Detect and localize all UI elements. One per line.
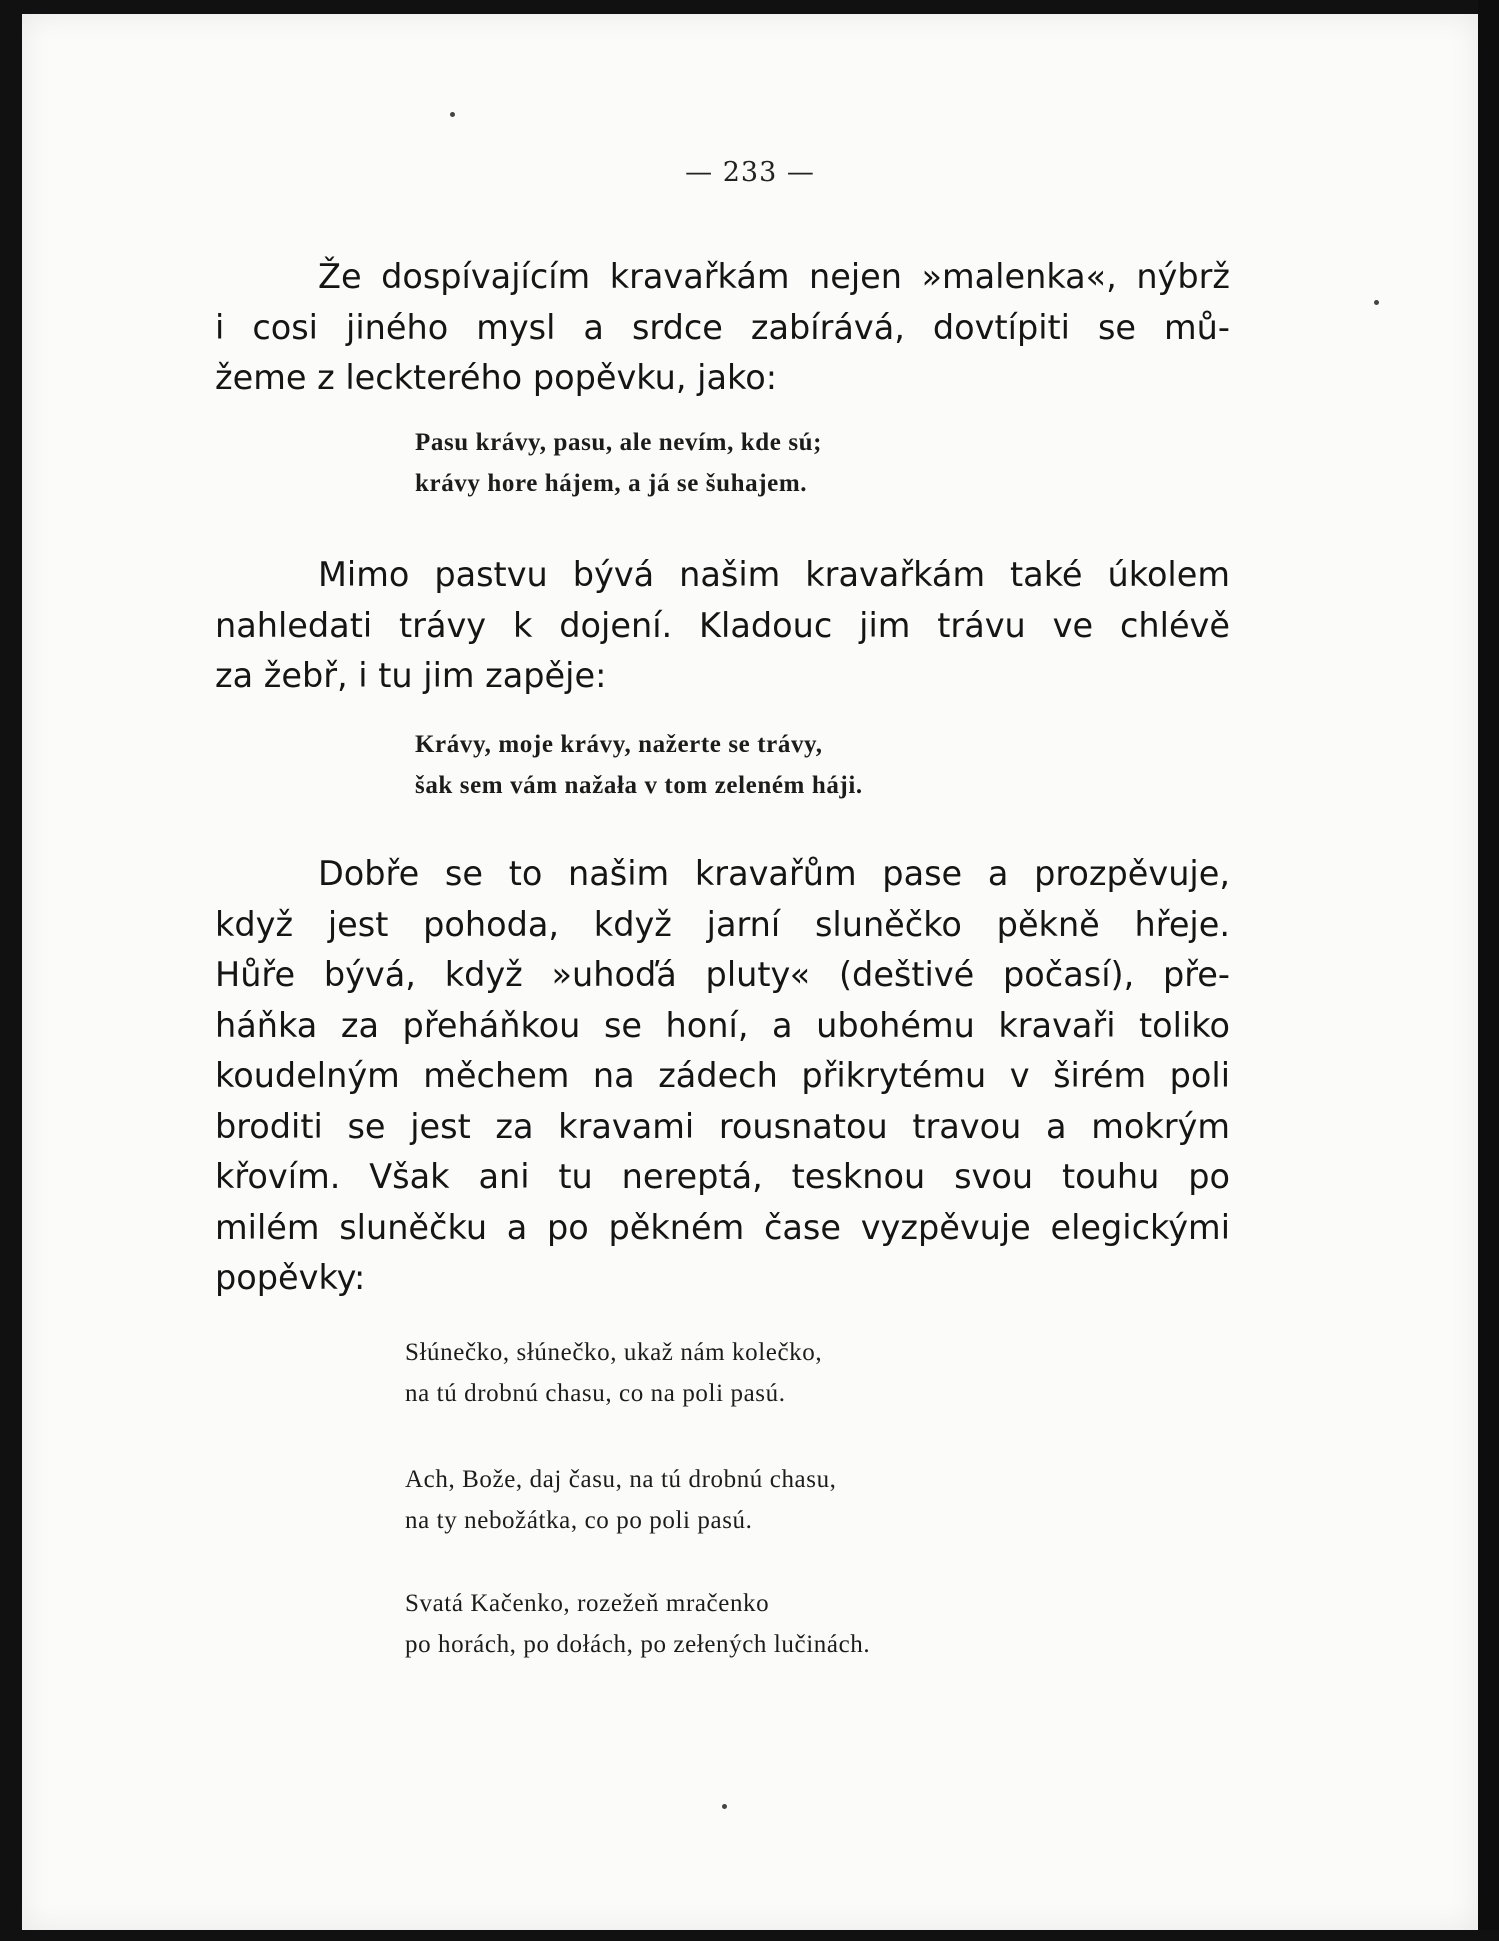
verse-line: Ach, Bože, daj času, na tú drobnú chasu, [405,1466,837,1493]
scan-speck [722,1804,727,1809]
paragraph-line: broditi se jest za kravami rousnatou travou a mokrým [215,1106,1230,1146]
verse-line: krávy hore hájem, a já se šuhajem. [415,470,808,497]
verse-line: po horách, po dołách, po zełených lučinách. [405,1631,871,1658]
paragraph-line: Že dospívajícím kravařkám nejen »malenka«, nýbrž [318,257,1230,296]
verse-1 [415,422,822,504]
paragraph-line: milém sluněčku a po pěkném čase vyzpěvuje elegickými [215,1207,1230,1247]
paragraph-3 [215,849,1230,1304]
scan-border-right [1478,0,1499,1941]
paragraph-1 [215,252,1230,404]
book-page [22,14,1478,1930]
scan-border-bottom [0,1930,1499,1941]
scan-speck [450,112,455,117]
page-number: — 233 — [685,157,815,188]
verse-line: Krávy, moje krávy, nažerte se trávy, [415,731,823,758]
paragraph-line: křovím. Však ani tu nereptá, tesknou svou touhu po [215,1157,1230,1196]
scan-border-left [0,0,22,1941]
verse-2 [415,724,863,806]
paragraph-line: popěvky: [215,1258,366,1297]
paragraph-2 [215,550,1230,702]
paragraph-line: žeme z leckterého popěvku, jako: [215,358,778,397]
paragraph-line: Hůře bývá, když »uhoďá pluty« (deštivé počasí), pře- [215,955,1230,994]
verse-line: na ty nebožátka, co po poli pasú. [405,1507,753,1534]
verse-line: Słúnečko, słúnečko, ukaž nám kolečko, [405,1339,823,1366]
verse-line: na tú drobnú chasu, co na poli pasú. [405,1380,786,1407]
paragraph-line: i cosi jiného mysl a srdce zabírává, dovtípiti se mů- [215,307,1230,347]
paragraph-line: Dobře se to našim kravařům pase a prozpěvuje, [318,854,1230,893]
verse-line: Svatá Kačenko, rozežeň mračenko [405,1590,770,1617]
paragraph-line: háňka za přeháňkou se honí, a ubohému kravaři toliko [215,1005,1230,1045]
paragraph-line: Mimo pastvu bývá našim kravařkám také úkolem [318,555,1230,594]
scan-border-top [0,0,1499,14]
paragraph-line: když jest pohoda, když jarní sluněčko pěkně hřeje. [215,904,1230,944]
verse-line: šak sem vám nažała v tom zeleném háji. [415,772,863,799]
paragraph-line: nahledati trávy k dojení. Kladouc jim trávu ve chlévě [215,605,1230,645]
verse-4 [405,1459,837,1541]
scan-speck [1374,300,1379,305]
verse-5 [405,1583,870,1665]
verse-3 [405,1332,822,1414]
paragraph-line: za žebř, i tu jim zapěje: [215,656,607,695]
paragraph-line: koudelným měchem na zádech přikrytému v širém poli [215,1056,1230,1095]
verse-line: Pasu krávy, pasu, ale nevím, kde sú; [415,429,823,456]
